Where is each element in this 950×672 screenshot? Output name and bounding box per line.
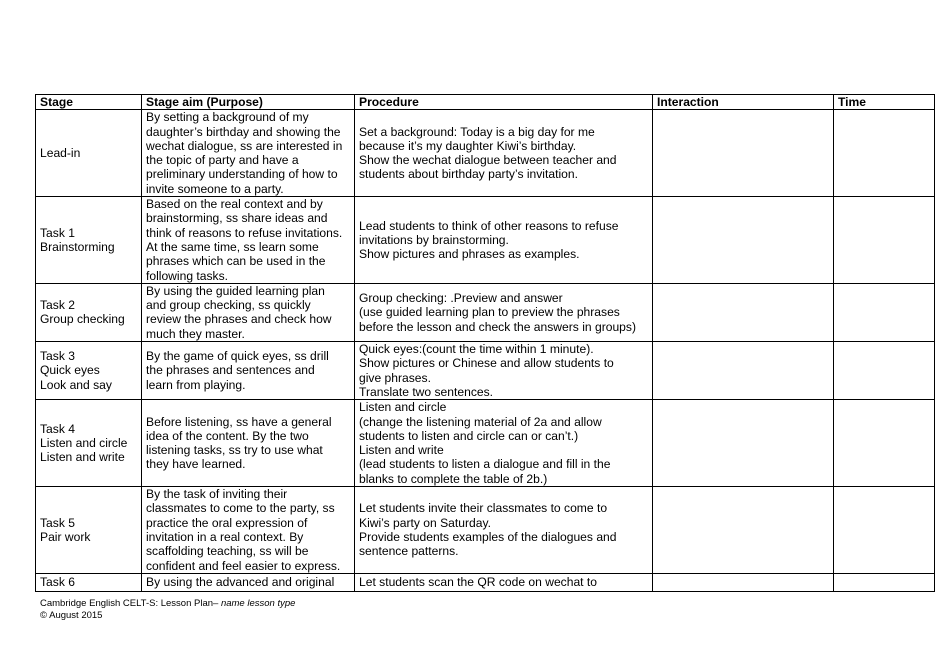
time-cell [834, 197, 935, 284]
time-cell [834, 487, 935, 574]
procedure-cell: Quick eyes:(count the time within 1 minute). Show pictures or Chinese and allow students to give phrases. Translate two sentences. [355, 342, 653, 400]
time-cell [834, 573, 935, 591]
aim-cell: By the game of quick eyes, ss drill the phrases and sentences and learn from playing. [142, 342, 355, 400]
stage-cell: Task 3 Quick eyes Look and say [36, 342, 142, 400]
procedure-cell: Set a background: Today is a big day for me because it’s my daughter Kiwi’s birthday. Show the wechat dialogue between teacher and students about birthday party’s invitation. [355, 110, 653, 197]
stage-cell: Task 5 Pair work [36, 487, 142, 574]
stage-cell: Task 1 Brainstorming [36, 197, 142, 284]
header-interaction: Interaction [653, 95, 834, 110]
aim-cell: Before listening, ss have a general idea of the content. By the two listening tasks, ss try to use what they have learned. [142, 400, 355, 487]
header-stage: Stage [36, 95, 142, 110]
procedure-cell: Let students scan the QR code on wechat to [355, 573, 653, 591]
procedure-cell: Listen and circle (change the listening material of 2a and allow students to listen and circle can or can’t.) Listen and write (lead students to listen a dialogue and fill in the blanks to complete the table of 2b.) [355, 400, 653, 487]
table-row [36, 283, 935, 341]
interaction-cell [653, 573, 834, 591]
aim-cell: Based on the real context and by brainstorming, ss share ideas and think of reasons to refuse invitations. At the same time, ss learn some phrases which can be used in the following tasks. [142, 197, 355, 284]
time-cell [834, 283, 935, 341]
lesson-plan-table [35, 94, 935, 592]
procedure-cell: Let students invite their classmates to come to Kiwi’s party on Saturday. Provide students examples of the dialogues and sentence patterns. [355, 487, 653, 574]
header-stage-aim: Stage aim (Purpose) [142, 95, 355, 110]
footer-line-1 [40, 598, 295, 610]
interaction-cell [653, 342, 834, 400]
stage-cell: Task 2 Group checking [36, 283, 142, 341]
procedure-cell: Group checking: .Preview and answer (use guided learning plan to preview the phrases before the lesson and check the answers in groups) [355, 283, 653, 341]
table-row [36, 197, 935, 284]
time-cell [834, 400, 935, 487]
stage-cell: Task 6 [36, 573, 142, 591]
footer-lesson-type: name lesson type [220, 598, 296, 609]
footer-title: Cambridge English CELT-S: Lesson Plan– [40, 598, 221, 609]
table-row [36, 487, 935, 574]
aim-cell: By using the advanced and original [142, 573, 355, 591]
interaction-cell [653, 487, 834, 574]
aim-cell: By using the guided learning plan and group checking, ss quickly review the phrases and check how much they master. [142, 283, 355, 341]
interaction-cell [653, 110, 834, 197]
interaction-cell [653, 400, 834, 487]
header-procedure: Procedure [355, 95, 653, 110]
aim-cell: By the task of inviting their classmates to come to the party, ss practice the oral expression of invitation in a real context. By scaffolding teaching, ss will be confident and feel easier to express. [142, 487, 355, 574]
table-row [36, 573, 935, 591]
table-header-row [36, 95, 935, 110]
time-cell [834, 342, 935, 400]
page-footer [40, 598, 295, 622]
table-row [36, 110, 935, 197]
header-time: Time [834, 95, 935, 110]
footer-copyright: © August 2015 [40, 610, 103, 621]
table-row [36, 400, 935, 487]
stage-cell: Task 4 Listen and circle Listen and write [36, 400, 142, 487]
stage-cell: Lead-in [36, 110, 142, 197]
time-cell [834, 110, 935, 197]
procedure-cell: Lead students to think of other reasons to refuse invitations by brainstorming. Show pictures and phrases as examples. [355, 197, 653, 284]
table-row [36, 342, 935, 400]
interaction-cell [653, 283, 834, 341]
aim-cell: By setting a background of my daughter’s birthday and showing the wechat dialogue, ss are interested in the topic of party and have a preliminary understanding of how to invite someone to a party. [142, 110, 355, 197]
interaction-cell [653, 197, 834, 284]
